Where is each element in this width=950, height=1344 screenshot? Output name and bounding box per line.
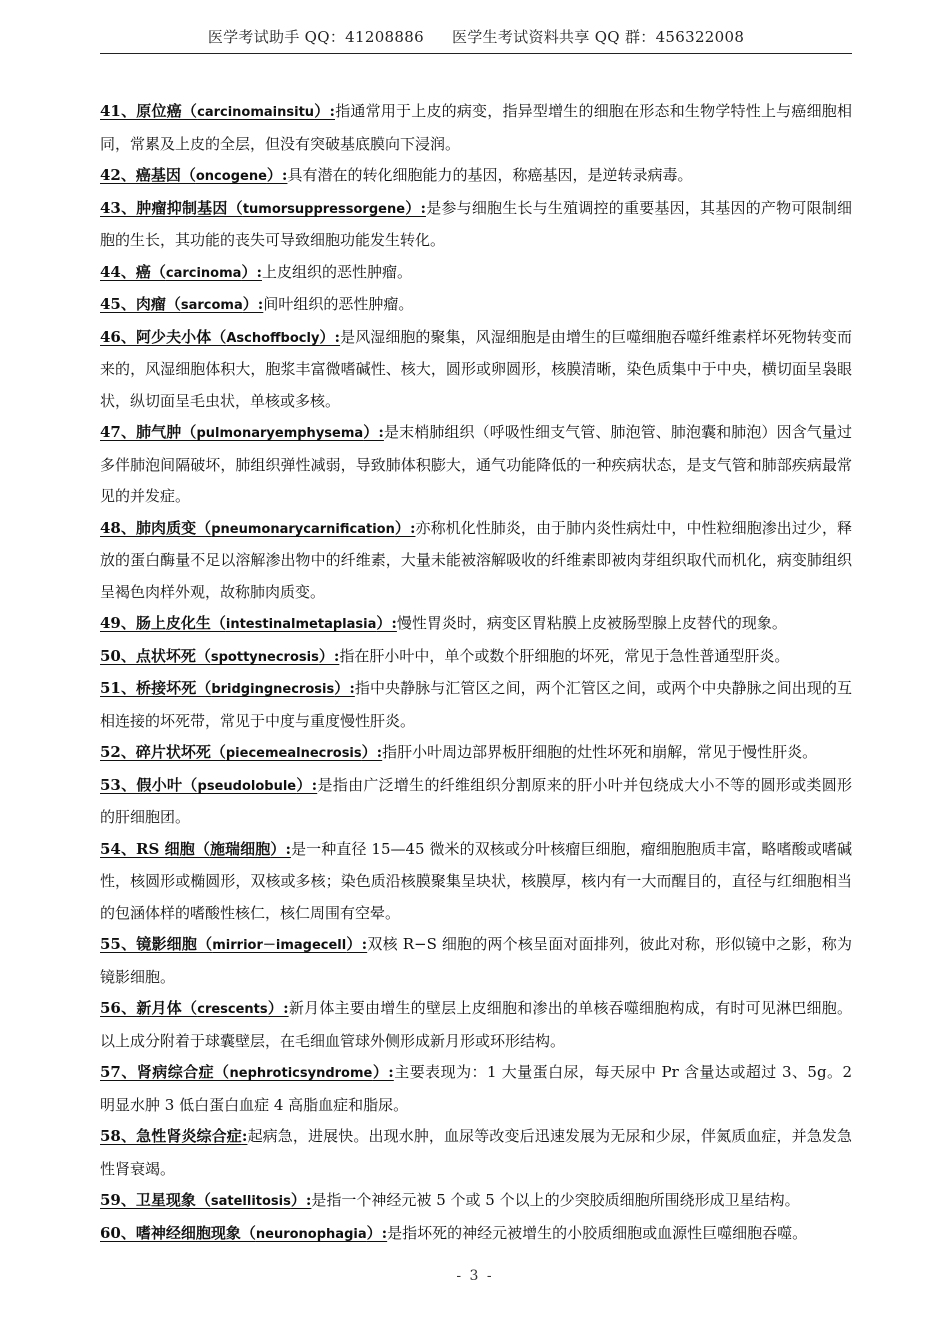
page-header xyxy=(100,26,852,47)
entry-definition: 新月体主要由增生的壁层上皮细胞和渗出的单核吞噬细胞构成，有时可见淋巴细胞。以上成分附着于球囊壁层，在毛细血管球外侧形成新月形或环形结构。 xyxy=(100,999,852,1050)
entry-term xyxy=(100,423,384,441)
term-english: spottynecrosis xyxy=(210,649,319,665)
page-number: - 3 - xyxy=(456,1268,494,1284)
entry-term xyxy=(100,166,287,184)
term-chinese: 53、假小叶（ xyxy=(100,775,198,794)
header-rule xyxy=(100,53,852,54)
entry-definition: 间叶组织的恶性肿瘤。 xyxy=(263,295,414,313)
glossary-entry xyxy=(100,737,852,770)
glossary-entry xyxy=(100,160,852,193)
term-english: nephroticsyndrome xyxy=(229,1066,373,1081)
term-close: ）: xyxy=(361,743,383,761)
glossary-entry xyxy=(100,929,852,993)
glossary-entry xyxy=(100,834,852,930)
term-chinese: 56、新月体（ xyxy=(100,999,198,1017)
glossary-entry xyxy=(100,641,852,674)
entry-definition: 是指一个神经元被 5 个或 5 个以上的少突胶质细胞所围绕形成卫星结构。 xyxy=(311,1191,800,1209)
entry-term xyxy=(100,935,367,953)
term-chinese: 44、癌（ xyxy=(100,262,166,281)
header-left: 医学考试助手 QQ：41208886 xyxy=(207,28,424,46)
term-english: piecemealnecrosis xyxy=(225,746,362,761)
term-english: satellitosis xyxy=(210,1194,291,1209)
term-english: sarcoma xyxy=(180,298,243,313)
glossary-entry xyxy=(100,673,852,737)
entry-definition: 是末梢肺组织（呼吸性细支气管、肺泡管、肺泡囊和肺泡）因含气量过多伴肺泡间隔破坏，肺组织弹性减弱，导致肺体积膨大，通气功能降低的一种疾病状态，是支气管和肺部疾病最常见的并发症。 xyxy=(100,423,853,505)
entry-definition: 指中央静脉与汇管区之间，两个汇管区之间，或两个中央静脉之间出现的互相连接的坏死带，常见于中度与重度慢性肝炎。 xyxy=(100,679,852,730)
glossary-entry xyxy=(100,193,852,257)
term-chinese: 46、阿少夫小体（ xyxy=(100,327,227,346)
entry-definition: 起病急，进展快。出现水肿，血尿等改变后迅速发展为无尿和少尿，伴氮质血症，并急发急性肾衰竭。 xyxy=(100,1127,852,1178)
term-close: : xyxy=(241,1127,248,1145)
term-chinese: 41、原位癌（ xyxy=(100,102,198,120)
term-close: ）: xyxy=(363,423,384,441)
entry-definition: 主要表现为：1 大量蛋白尿，每天尿中 Pr 含量达或超过 3、5g。2 明显水肿 3 低白蛋白血症 4 高脂血症和脂尿。 xyxy=(100,1063,852,1114)
term-chinese: 60、嗜神经细胞现象（ xyxy=(100,1223,256,1242)
term-close: ）: xyxy=(267,999,289,1017)
glossary-list xyxy=(100,96,852,1250)
term-close: ）: xyxy=(266,166,288,184)
entry-definition: 亦称机化性肺炎，由于肺内炎性病灶中，中性粒细胞渗出过少，释放的蛋白酶量不足以溶解渗出物中的纤维素，大量未能被溶解吸收的纤维素即被肉芽组织取代而机化，病变肺组织呈褐色肉样外观，故称肺肉质变。 xyxy=(100,518,853,601)
term-close: ）: xyxy=(296,775,318,794)
entry-definition: 是指由广泛增生的纤维组织分割原来的肝小叶并包绕成大小不等的圆形或类圆形的肝细胞团。 xyxy=(100,775,852,826)
header-right: 医学生考试资料共享 QQ 群：456322008 xyxy=(451,28,745,46)
entry-definition: 指通常用于上皮的病变，指异型增生的细胞在形态和生物学特性上与癌细胞相同，常累及上皮的全层，但没有突破基底膜向下浸润。 xyxy=(100,102,852,153)
term-english: neuronophagia xyxy=(255,1226,367,1242)
entry-term xyxy=(100,199,426,217)
entry-term xyxy=(100,647,339,665)
glossary-entry xyxy=(100,257,852,290)
glossary-entry xyxy=(100,608,852,641)
term-english: pseudolobule xyxy=(197,778,297,794)
term-close: ）: xyxy=(242,295,264,313)
glossary-entry xyxy=(100,1185,852,1218)
term-chinese: 42、癌基因（ xyxy=(100,166,196,184)
term-english: crescents xyxy=(197,1002,268,1017)
entry-term xyxy=(100,519,416,537)
term-english: oncogene xyxy=(195,169,267,184)
term-close: ）: xyxy=(318,646,340,665)
term-chinese: 48、肺肉质变（ xyxy=(100,518,212,537)
entry-definition: 具有潜在的转化细胞能力的基因，称癌基因，是逆转录病毒。 xyxy=(287,166,693,184)
term-close: ）: xyxy=(405,198,426,217)
term-english: intestinalmetaplasia xyxy=(225,617,377,632)
glossary-entry xyxy=(100,289,852,322)
entry-definition: 是一种直径 15—45 微米的双核或分叶核瘤巨细胞，瘤细胞胞质丰富，略嗜酸或嗜碱性，核圆形或椭圆形，双核或多核；染色质沿核膜聚集呈块状，核膜厚，核内有一大而醒目的，直径与红细胞相当的包涵体样的嗜酸性核仁，核仁周围有空晕。 xyxy=(100,839,852,922)
term-chinese: 43、肿瘤抑制基因（ xyxy=(100,198,243,217)
entry-definition: 指肝小叶周边部界板肝细胞的灶性坏死和崩解，常见于慢性肝炎。 xyxy=(382,743,818,761)
glossary-entry xyxy=(100,96,852,160)
term-english: carcinomainsitu xyxy=(197,105,315,120)
entry-term xyxy=(100,263,262,281)
entry-term xyxy=(100,328,340,346)
entry-definition: 是指坏死的神经元被增生的小胶质细胞或血源性巨噬细胞吞噬。 xyxy=(387,1223,808,1242)
term-english: bridgingnecrosis xyxy=(211,682,335,697)
term-close: ）: xyxy=(376,614,397,632)
entry-definition: 指在肝小叶中，单个或数个肝细胞的坏死，常见于急性普通型肝炎。 xyxy=(339,646,790,665)
entry-term xyxy=(100,840,291,858)
term-chinese: 55、镜影细胞（ xyxy=(100,935,213,953)
entry-term xyxy=(100,1063,394,1081)
entry-term xyxy=(100,1127,247,1145)
term-chinese: 45、肉瘤（ xyxy=(100,295,181,313)
entry-definition: 是参与细胞生长与生殖调控的重要基因，其基因的产物可限制细胞的生长，其功能的丧失可导致细胞功能发生转化。 xyxy=(100,198,852,249)
term-chinese: 52、碎片状坏死（ xyxy=(100,743,226,761)
entry-term xyxy=(100,679,355,697)
glossary-entry xyxy=(100,993,852,1057)
entry-term xyxy=(100,102,335,120)
term-english: tumorsuppressorgene xyxy=(242,201,406,217)
term-close: ）: xyxy=(394,518,416,537)
glossary-entry xyxy=(100,1057,852,1121)
term-english: carcinoma xyxy=(165,265,242,281)
entry-term xyxy=(100,776,317,794)
term-chinese: 58、急性肾炎综合症 xyxy=(100,1127,242,1145)
entry-term xyxy=(100,1224,387,1242)
term-close: ）: xyxy=(241,262,262,281)
entry-definition: 双核 R−S 细胞的两个核呈面对面排列，彼此对称，形似镜中之影，称为镜影细胞。 xyxy=(100,935,852,986)
glossary-entry xyxy=(100,322,852,418)
term-close: ）: xyxy=(270,839,291,858)
term-chinese: 50、点状坏死（ xyxy=(100,646,211,665)
term-chinese: 51、桥接坏死（ xyxy=(100,679,212,697)
entry-term xyxy=(100,1191,311,1209)
glossary-entry xyxy=(100,770,852,834)
term-close: ）: xyxy=(290,1191,312,1209)
entry-definition: 慢性胃炎时，病变区胃粘膜上皮被肠型腺上皮替代的现象。 xyxy=(396,614,787,632)
entry-term xyxy=(100,614,397,632)
term-close: ）: xyxy=(314,102,335,120)
term-english: pneumonarycarnification xyxy=(211,521,395,537)
glossary-entry xyxy=(100,513,852,609)
entry-definition: 是风湿细胞的聚集，风湿细胞是由增生的巨噬细胞吞噬纤维素样坏死物转变而来的，风湿细胞体积大，胞浆丰富微嗜碱性、核大，圆形或卵圆形，核膜清晰，染色质集中于中央，横切面呈袅眼状，纵切面呈毛虫状，单核或多核。 xyxy=(100,327,852,410)
entry-term xyxy=(100,295,263,313)
term-english: pulmonaryemphysema xyxy=(196,426,364,441)
glossary-entry xyxy=(100,417,852,513)
term-chinese: 49、肠上皮化生（ xyxy=(100,614,226,632)
term-english: mirrior－imagecell xyxy=(212,938,347,953)
entry-definition: 上皮组织的恶性肿瘤。 xyxy=(261,262,412,281)
glossary-entry xyxy=(100,1218,852,1251)
entry-term xyxy=(100,999,289,1017)
entry-term xyxy=(100,743,382,761)
term-chinese: 47、肺气肿（ xyxy=(100,423,197,441)
term-close: ）: xyxy=(372,1063,394,1081)
term-close: ）: xyxy=(319,327,341,346)
glossary-entry xyxy=(100,1121,852,1185)
term-english: Aschoffbocly xyxy=(226,330,320,346)
term-close: ）: xyxy=(346,935,368,953)
term-chinese: 54、RS 细胞（施瑞细胞 xyxy=(100,839,271,858)
term-chinese: 59、卫星现象（ xyxy=(100,1191,211,1209)
term-close: ）: xyxy=(366,1223,388,1242)
term-close: ）: xyxy=(334,679,355,697)
term-chinese: 57、肾病综合症（ xyxy=(100,1063,230,1081)
